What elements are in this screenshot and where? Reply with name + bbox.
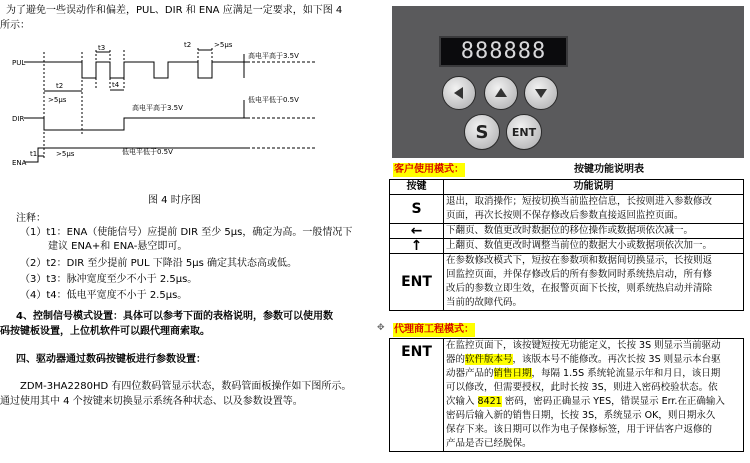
agent-desc: 在监控页面下，该按键短按无功能定义，长按 3S 则显示当前驱动 器的软件版本号，该版本号不能修改。再次长按 3S 则显示本台驱 动器产品的销售日期，每隔 1.5S 系统轮流显示年和月日，该日期 可以修改，但需要授权，此时长按 3S，则进入密码校验状态。依 次输入 8421 密码，密码正确显示 YES，错误显示 Err.在正确输入 密码后输入新的销售日期，长按 3S，系统显示 OK，则日期永久 保存下来。该日期可以作为电子保修标签，用于评估客户返修的 产品是否已经脱保。 xyxy=(444,339,744,452)
left-arrow-button[interactable] xyxy=(442,76,476,110)
section-4-line-b: 码按键板设置，上位机软件可以跟代理商索取。 xyxy=(0,326,210,337)
label-low-level: 低电平低于0.5V xyxy=(248,96,299,104)
label-low-level-ena: 低电平低于0.5V xyxy=(122,148,173,156)
move-handle-icon[interactable]: ✥ xyxy=(377,323,385,333)
intro-line-1: 为了避免一些误动作和偏差，PUL、DIR 和 ENA 应满足一定要求，如下图 4 xyxy=(6,5,343,16)
ent-button[interactable] xyxy=(506,114,542,150)
up-arrow-button[interactable] xyxy=(484,76,518,110)
agent-key-ent: ENT xyxy=(390,339,444,452)
desc-left: 下翻页、数值更改时数据位的移位操作或数据项依次减一。 xyxy=(444,224,744,239)
label-high-level-dir: 高电平高于3.5V xyxy=(132,104,183,112)
keypad-panel xyxy=(392,6,744,158)
down-arrow-icon xyxy=(534,86,548,100)
label-t3: t3 xyxy=(98,44,106,52)
label-dir: DIR xyxy=(12,115,25,123)
desc-up: 上翻页、数值更改时调整当前位的数据大小或数据项依次加一。 xyxy=(444,239,744,254)
figure-caption: 图 4 时序图 xyxy=(148,195,201,206)
timing-diagram xyxy=(12,40,352,190)
label-ena: ENA xyxy=(12,159,27,167)
pul-waveform xyxy=(24,62,247,78)
label-high-level: 高电平高于3.5V xyxy=(248,52,299,60)
desc-ent: 在参数修改模式下，短按在参数项和数据间切换显示，长按则返 回监控页面，并保存修改后的所有参数同时系统热启动，所有修 改后的参数立即生效，在报警页面下长按，则系统热启动并清除 当前的故障代码。 xyxy=(444,254,744,311)
customer-mode-label: 客户使用模式： xyxy=(394,164,464,175)
body-line-b: 通过使用其中 4 个按键来切换显示系统各种状态、以及参数设置等。 xyxy=(0,396,303,407)
intro-line-2: 所示： xyxy=(0,20,30,31)
section-4-line-a: 4、控制信号模式设置：具体可以参考下面的表格说明，参数可以使用数 xyxy=(16,311,333,322)
label-pul: PUL xyxy=(12,59,26,67)
label-gt5us: >5μs xyxy=(48,96,67,104)
dir-waveform xyxy=(24,118,247,130)
key-function-table xyxy=(389,179,744,311)
notes-label: 注释： xyxy=(16,213,46,224)
label-gt5us-b: >5μs xyxy=(214,41,233,49)
agent-mode-table xyxy=(389,338,744,452)
note-2: （2）t2：DIR 至少提前 PUL 下降沿 5μs 确定其状态高或低。 xyxy=(20,258,297,269)
label-gt5us-c: >5μs xyxy=(56,150,75,158)
table-header-row xyxy=(390,180,744,195)
table-row xyxy=(390,339,744,452)
up-arrow-icon xyxy=(494,86,508,100)
s-button-label: S xyxy=(475,121,489,143)
highlight-password: 8421 xyxy=(477,396,502,407)
note-1a: （1）t1：ENA（使能信号）应提前 DIR 至少 5μs，确定为高。一般情况下 xyxy=(20,227,353,238)
note-1b: 建议 ENA+和 ENA-悬空即可。 xyxy=(48,241,188,252)
col-key-header: 按键 xyxy=(390,180,444,195)
table-row xyxy=(390,224,744,239)
highlight-firmware-version: 软件版本号 xyxy=(465,354,513,365)
body-line-a: ZDM-3HA2280HD 有四位数码管显示状态，数码管面板操作如下图所示。 xyxy=(20,381,352,392)
table-row xyxy=(390,195,744,224)
label-t1: t1 xyxy=(30,150,38,158)
key-up: ↑ xyxy=(390,239,444,254)
desc-s: 退出，取消操作；短按切换当前监控信息，长按则进入参数修改 页面，再次长按则不保存修改后参数直接返回监控页面。 xyxy=(444,195,744,224)
key-ent: ENT xyxy=(390,254,444,311)
note-3: （3）t3：脉冲宽度至少不小于 2.5μs。 xyxy=(20,274,198,285)
label-t2-b: t2 xyxy=(184,41,192,49)
left-arrow-icon xyxy=(452,86,466,100)
highlight-sale-date: 销售日期 xyxy=(493,368,532,379)
table-row xyxy=(390,239,744,254)
note-4: （4）t4：低电平宽度不小于 2.5μs。 xyxy=(20,290,188,301)
led-display-digits: 888888 xyxy=(460,39,547,64)
led-display xyxy=(439,36,568,67)
table-row xyxy=(390,254,744,311)
label-t4: t4 xyxy=(112,81,120,89)
table-title: 按键功能说明表 xyxy=(574,164,644,175)
agent-mode-label: 代理商工程模式： xyxy=(394,324,474,335)
ent-button-label: ENT xyxy=(511,125,537,139)
key-left: ← xyxy=(390,224,444,239)
key-s: S xyxy=(390,195,444,224)
down-arrow-button[interactable] xyxy=(524,76,558,110)
col-func-header: 功能说明 xyxy=(444,180,744,195)
section-title: 四、驱动器通过数码按键板进行参数设置： xyxy=(16,354,206,365)
label-t2: t2 xyxy=(56,82,64,90)
s-button[interactable] xyxy=(464,114,500,150)
